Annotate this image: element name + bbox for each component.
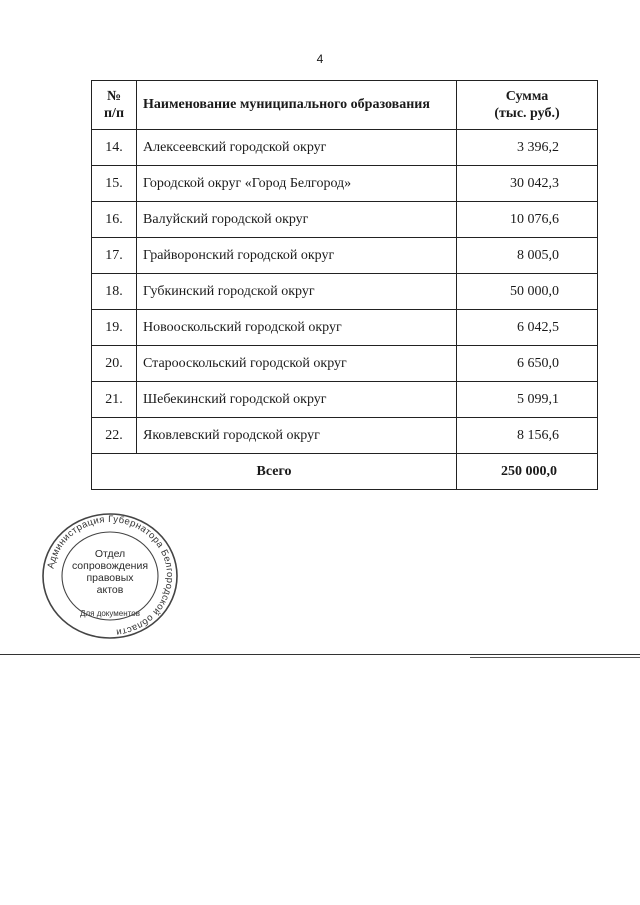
page-number: 4 (316, 52, 324, 66)
header-sum-line1: Сумма (505, 89, 549, 104)
header-sum-line2: (тыс. руб.) (494, 106, 560, 121)
budget-table (91, 80, 598, 490)
row-name: Старооскольский городской округ (137, 346, 457, 382)
row-name: Городской округ «Город Белгород» (137, 166, 457, 202)
table-row (92, 166, 598, 202)
table-row (92, 346, 598, 382)
svg-text:Администрация Губернатора Белг: Администрация Губернатора Белгородской области (45, 513, 176, 638)
row-number: 20. (92, 346, 137, 382)
row-number: 22. (92, 418, 137, 454)
table-header-row (92, 81, 598, 130)
header-name: Наименование муниципального образования (137, 81, 457, 130)
table-row (92, 202, 598, 238)
total-sum: 250 000,0 (457, 454, 598, 490)
row-number: 15. (92, 166, 137, 202)
table-row (92, 418, 598, 454)
row-name: Алексеевский городской округ (137, 130, 457, 166)
row-sum: 30 042,3 (457, 166, 598, 202)
page-divider-line-right (470, 657, 640, 658)
row-sum: 10 076,6 (457, 202, 598, 238)
header-number (92, 81, 137, 130)
row-sum: 5 099,1 (457, 382, 598, 418)
row-number: 14. (92, 130, 137, 166)
row-sum: 3 396,2 (457, 130, 598, 166)
row-sum: 6 650,0 (457, 346, 598, 382)
row-number: 19. (92, 310, 137, 346)
stamp-line-1: Отдел (94, 548, 126, 560)
row-number: 18. (92, 274, 137, 310)
table-row (92, 130, 598, 166)
row-name: Грайворонский городской округ (137, 238, 457, 274)
table-row (92, 238, 598, 274)
header-number-line2: п/п (103, 106, 125, 121)
row-number: 16. (92, 202, 137, 238)
table-total-row (92, 454, 598, 490)
header-number-line1: № (106, 89, 122, 104)
row-number: 21. (92, 382, 137, 418)
row-name: Новооскольский городской округ (137, 310, 457, 346)
total-label: Всего (92, 454, 457, 490)
official-stamp (40, 512, 180, 640)
page-divider-line (0, 654, 640, 655)
stamp-bottom-text: Для документов (80, 609, 140, 618)
row-sum: 50 000,0 (457, 274, 598, 310)
row-name: Валуйский городской округ (137, 202, 457, 238)
row-sum: 8 156,6 (457, 418, 598, 454)
table-row (92, 382, 598, 418)
header-sum (457, 81, 598, 130)
row-name: Шебекинский городской округ (137, 382, 457, 418)
stamp-line-4: актов (96, 584, 124, 596)
stamp-line-2: сопровождения (71, 560, 149, 572)
row-name: Губкинский городской округ (137, 274, 457, 310)
table-row (92, 274, 598, 310)
table-row (92, 310, 598, 346)
row-sum: 8 005,0 (457, 238, 598, 274)
row-name: Яковлевский городской округ (137, 418, 457, 454)
stamp-inner-text (40, 548, 180, 596)
stamp-line-3: правовых (86, 572, 134, 584)
row-sum: 6 042,5 (457, 310, 598, 346)
row-number: 17. (92, 238, 137, 274)
